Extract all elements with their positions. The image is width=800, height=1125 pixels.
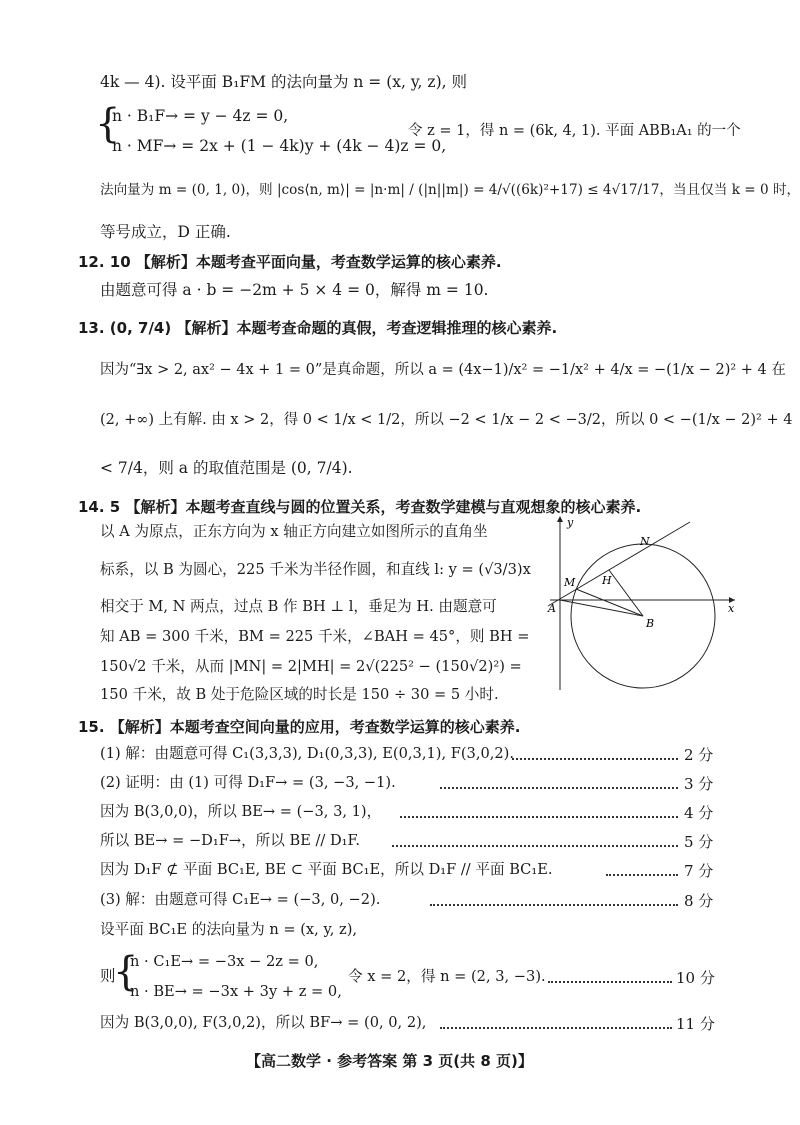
score-label: 7 分 [684,862,714,880]
page-footer: 【高二数学 · 参考答案 第 3 页(共 8 页)】 [246,1052,533,1070]
text-line: 令 z = 1，得 n = (6k, 4, 1). 平面 ABB₁A₁ 的一个 [408,123,741,139]
text-line: 令 x = 2，得 n = (2, 3, −3). [348,968,546,985]
text-line: 等号成立，D 正确. [100,223,231,241]
axis-label-y: y [567,516,574,529]
system-brace: { [95,101,121,147]
question-15-heading: 15. 【解析】本题考查空间向量的应用，考查数学运算的核心素养. [78,718,521,736]
point-label-B: B [646,617,655,630]
score-label: 2 分 [684,746,714,764]
leader-dots [440,787,678,789]
leader-dots [606,874,678,876]
equation-line: n · MF→ = 2x + (1 − 4k)y + (4k − 4)z = 0, [112,137,447,155]
system-brace: { [113,949,139,995]
leader-dots [400,816,678,818]
point-label-N: N [640,535,650,548]
text-line: 因为 B(3,0,0), F(3,0,2)，所以 BF→ = (0, 0, 2), [100,1014,427,1031]
question-14-heading: 14. 5 【解析】本题考查直线与圆的位置关系，考查数学建模与直观想象的核心素养. [78,498,642,516]
y-axis-arrow [557,516,563,522]
leader-dots [440,1027,672,1029]
axis-label-x: x [728,602,735,615]
text-line: 标系，以 B 为圆心，225 千米为半径作圆，和直线 l: y = (√3/3)x [100,561,531,578]
equation-line: n · BE→ = −3x + 3y + z = 0, [130,983,342,1000]
text-line: 相交于 M, N 两点，过点 B 作 BH ⊥ l，垂足为 H. 由题意可 [100,598,497,615]
point-label-A: A [548,602,556,615]
leader-dots [392,845,678,847]
point-label-H: H [602,574,612,587]
equation-line: n · C₁E→ = −3x − 2z = 0, [130,953,319,970]
text-line: 法向量为 m = (0, 1, 0)，则 |cos⟨n, m⟩| = |n·m| / (|n||m|) = 4/√((6k)²+17) ≤ 4√17/17，当且仅当 k = 0 时， [100,182,800,198]
text-line: 设平面 BC₁E 的法向量为 n = (x, y, z), [100,921,358,938]
text-line: 由题意可得 a · b = −2m + 5 × 4 = 0，解得 m = 10. [100,281,489,299]
leader-dots [430,904,678,906]
text-line: 所以 BE→ = −D₁F→，所以 BE // D₁F. [100,832,361,849]
line-l [548,522,690,606]
text-line: 以 A 为原点，正东方向为 x 轴正方向建立如图所示的直角坐 [100,523,488,540]
coordinate-figure [540,512,740,692]
text-line: (1) 解：由题意可得 C₁(3,3,3), D₁(0,3,3), E(0,3,1), F(3,0,2). [100,745,515,762]
question-13-heading: 13. (0, 7/4) 【解析】本题考查命题的真假，考查逻辑推理的核心素养. [78,319,558,337]
text-line: (2, +∞) 上有解. 由 x > 2，得 0 < 1/x < 1/2，所以 −2 < 1/x − 2 < −3/2，所以 0 < −(1/x − 2)² + 4 [100,412,793,428]
text-line: < 7/4，则 a 的取值范围是 (0, 7/4). [100,459,353,477]
text-line: (2) 证明：由 (1) 可得 D₁F→ = (3, −3, −1). [100,774,396,791]
text-line: (3) 解：由题意可得 C₁E→ = (−3, 0, −2). [100,891,381,908]
text-line: 4k — 4). 设平面 B₁FM 的法向量为 n = (x, y, z), 则 [100,73,467,91]
text-line: 则 [100,967,116,985]
score-label: 3 分 [684,775,714,793]
text-line: 知 AB = 300 千米，BM = 225 千米，∠BAH = 45°，则 BH = [100,628,530,645]
text-line: 150√2 千米，从而 |MN| = 2|MH| = 2√(225² − (150√2)²) = [100,658,522,675]
text-line: 因为“∃x > 2, ax² − 4x + 1 = 0”是真命题，所以 a = (4x−1)/x² = −1/x² + 4/x = −(1/x − 2)² + 4 在 [100,362,786,378]
leader-dots [512,758,678,760]
text-line: 因为 B(3,0,0)，所以 BE→ = (−3, 3, 1)， [100,803,382,820]
score-label: 11 分 [676,1015,715,1033]
question-12-heading: 12. 10 【解析】本题考查平面向量，考查数学运算的核心素养. [78,253,502,271]
equation-line: n · B₁F→ = y − 4z = 0, [112,107,289,125]
score-label: 4 分 [684,804,714,822]
score-label: 8 分 [684,892,714,910]
point-label-M: M [564,576,576,589]
segment-AB [560,600,643,616]
text-line: 因为 D₁F ⊄ 平面 BC₁E, BE ⊂ 平面 BC₁E，所以 D₁F // 平面 BC₁E. [100,861,553,878]
score-label: 10 分 [676,969,715,987]
leader-dots [548,981,672,983]
text-line: 150 千米，故 B 处于危险区域的时长是 150 ÷ 30 = 5 小时. [100,686,499,703]
score-label: 5 分 [684,833,714,851]
